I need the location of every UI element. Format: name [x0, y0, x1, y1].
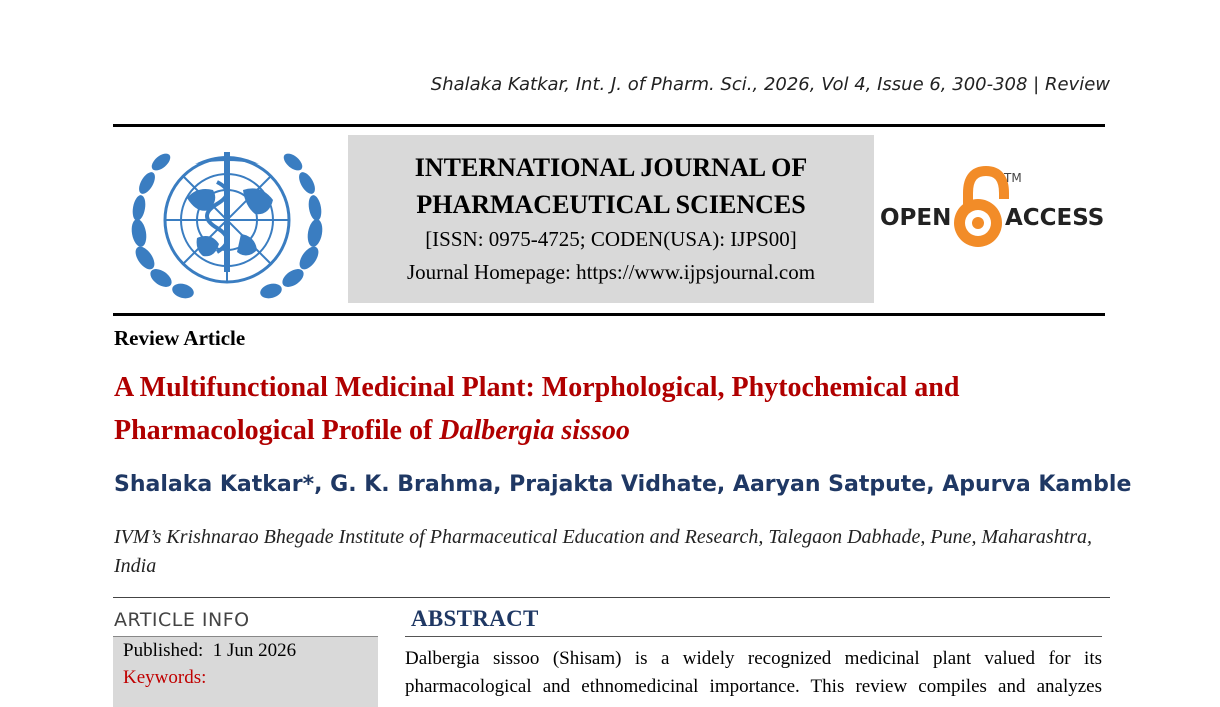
abstract-line-2: pharmacological and ethnomedicinal importance. This review compiles and analyzes — [405, 676, 1102, 697]
article-type: Review Article — [114, 326, 246, 350]
published-line — [123, 640, 296, 662]
journal-issn: [ISSN: 0975-4725; CODEN(USA): IJPS00] — [425, 227, 797, 251]
abstract-text — [405, 645, 1102, 701]
abstract-rule — [405, 636, 1102, 637]
open-access-access-text: ACCESS — [1005, 205, 1105, 231]
masthead-bottom-rule — [113, 313, 1105, 316]
article-title — [114, 366, 1114, 452]
journal-masthead — [348, 135, 874, 303]
published-label: Published: — [123, 640, 204, 661]
article-title-main: A Multifunctional Medicinal Plant: Morphological, Phytochemical and Pharmacological Profile of — [114, 372, 960, 446]
journal-homepage: Journal Homepage: https://www.ijpsjournal.com — [406, 260, 816, 284]
section-divider — [113, 597, 1110, 598]
open-access-logo-icon — [880, 165, 1110, 255]
top-rule — [113, 124, 1105, 127]
abstract-heading: ABSTRACT — [411, 606, 539, 631]
abstract-line-1: Dalbergia sissoo (Shisam) is a widely recognized medicinal plant valued for its — [405, 648, 1102, 669]
trademark-text: TM — [1004, 171, 1022, 185]
article-title-species: Dalbergia sissoo — [439, 415, 630, 446]
journal-title — [348, 149, 874, 223]
article-authors: Shalaka Katkar*, G. K. Brahma, Prajakta Vidhate, Aaryan Satpute, Apurva Kamble — [114, 472, 1132, 497]
journal-title-line1: INTERNATIONAL JOURNAL OF — [414, 153, 808, 182]
citation-header: Shalaka Katkar, Int. J. of Pharm. Sci., 2026, Vol 4, Issue 6, 300-308 | Review — [430, 74, 1110, 95]
keywords-label: Keywords: — [123, 667, 207, 688]
journal-logo-icon — [125, 138, 329, 306]
article-info-heading: ARTICLE INFO — [114, 609, 250, 631]
open-access-open-text: OPEN — [880, 205, 952, 231]
published-date: 1 Jun 2026 — [212, 640, 297, 661]
article-affiliation: IVM’s Krishnarao Bhegade Institute of Pharmaceutical Education and Research, Talegaon Dabhade, Pune, Maharashtra, India — [114, 526, 1093, 577]
journal-title-line2: PHARMACEUTICAL SCIENCES — [416, 190, 806, 219]
